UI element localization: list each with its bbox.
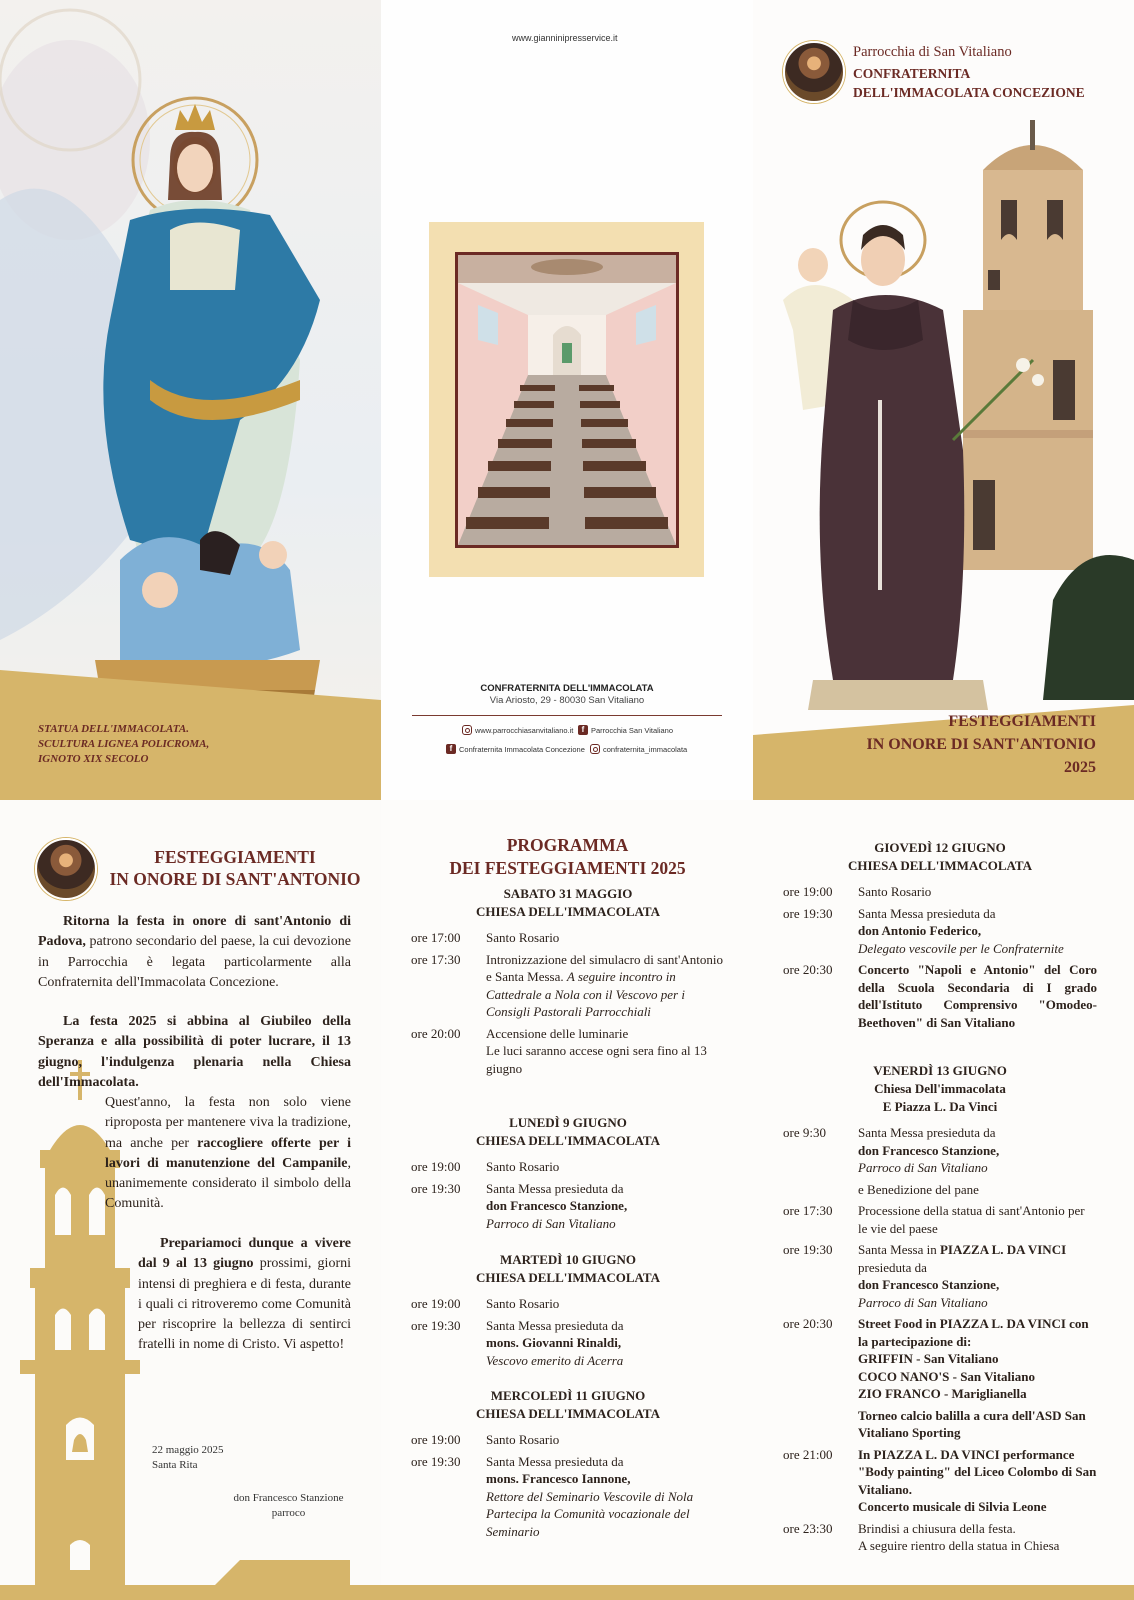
saint-text: Santa Rita — [152, 1459, 198, 1471]
event-desc: presieduta da — [858, 1259, 927, 1275]
event-row — [783, 1446, 1097, 1516]
parish-logo-small — [35, 838, 97, 900]
event-celebrant: don Antonio Federico, — [858, 923, 982, 938]
parish-name: Parrocchia di San Vitaliano — [853, 44, 1012, 60]
event-note: Parroco di San Vitaliano — [858, 1160, 988, 1175]
intro-paragraph-4 — [138, 1234, 351, 1356]
event-time: ore 19:00 — [411, 1159, 461, 1174]
footer-band — [753, 1585, 1134, 1600]
vendor: ZIO FRANCO - Mariglianella — [858, 1386, 1027, 1401]
event-desc: Santo Rosario — [486, 1296, 560, 1311]
event-desc: Santa Messa presieduta da — [486, 1317, 624, 1333]
signature — [225, 1491, 352, 1521]
event-desc: Accensione delle luminarie — [486, 1025, 629, 1041]
confraternity-title-line: CONFRATERNITA — [853, 66, 971, 81]
statue-caption-line: IGNOTO XIX SECOLO — [38, 753, 149, 765]
event-note: Parroco di San Vitaliano — [858, 1294, 988, 1310]
day-place: CHIESA DELL'IMMACOLATA — [475, 1133, 661, 1148]
event-row — [411, 951, 725, 1021]
vendor: COCO NANO'S - San Vitaliano — [858, 1368, 1035, 1384]
date-text: 22 maggio 2025 — [152, 1444, 224, 1456]
event-time: ore 9:30 — [783, 1125, 826, 1140]
social-label: www.parrocchiasanvitaliano.it — [475, 725, 574, 735]
day-heading: MARTEDÌ 10 GIUGNO — [499, 1252, 637, 1267]
event-desc: Santo Rosario — [858, 884, 932, 899]
day-place: CHIESA DELL'IMMACOLATA — [475, 1270, 661, 1285]
parish-logo — [783, 41, 845, 103]
event-row — [411, 1158, 725, 1176]
day-place: CHIESA DELL'IMMACOLATA — [475, 1406, 661, 1421]
event-row — [783, 1202, 1097, 1237]
event-row — [411, 929, 725, 947]
social-label: confraternita_immacolata — [603, 744, 688, 754]
event-desc: Street Food in PIAZZA L. DA VINCI con la partecipazione di: — [858, 1316, 1089, 1349]
event-time: ore 20:00 — [411, 1025, 461, 1041]
footer-band — [381, 1585, 753, 1600]
program-title-line: DEI FESTEGGIAMENTI 2025 — [449, 858, 686, 878]
instagram-icon — [590, 744, 600, 754]
event-row — [783, 1124, 1097, 1177]
intro-title-line: IN ONORE DI SANT'ANTONIO — [109, 869, 361, 889]
event-row — [783, 1315, 1097, 1403]
event-time: ore 19:30 — [783, 905, 833, 921]
church-interior-drawing — [458, 255, 676, 545]
event-desc: Santa Messa presieduta da — [486, 1180, 624, 1196]
globe-icon — [462, 725, 472, 735]
day-heading: LUNEDÌ 9 GIUGNO — [509, 1115, 627, 1130]
event-row — [411, 1295, 725, 1313]
intro-text: prossimi, giorni intensi di preghiera e di festa, durante i quali ci ritroveremo come Comunità per riscoprire la bellezza di sentirci fratelli in nome di Cristo. Vi aspetto! — [138, 1256, 351, 1353]
panel-front-cover — [753, 0, 1134, 800]
social-label: Confraternita Immacolata Concezione — [459, 744, 585, 754]
intro-text: , unanimemente considerato il simbolo della Comunità. — [105, 1155, 351, 1212]
signer-name: don Francesco Stanzione — [233, 1492, 344, 1504]
intro-text: Quest'anno, la festa non solo viene riproposta per mantenere viva la tradizione, ma anche per — [105, 1095, 351, 1151]
event-note: Partecipa la Comunità vocazionale del Seminario — [486, 1506, 690, 1539]
event-time: ore 23:30 — [783, 1520, 833, 1536]
statue-caption — [38, 722, 209, 767]
intro-bold: Ritorna la festa in onore di sant'Antonio di Padova, — [38, 914, 351, 950]
event-row — [411, 1180, 725, 1233]
event-desc: In PIAZZA L. DA VINCI performance "Body painting" del Liceo Colombo di San Vitaliano. — [858, 1446, 1097, 1497]
confraternity-name: CONFRATERNITA DELL'IMMACOLATA — [480, 683, 654, 694]
event-time: ore 17:30 — [411, 951, 461, 967]
footer-band — [0, 1585, 381, 1600]
event-row — [783, 1181, 1097, 1199]
day-monday — [411, 1114, 725, 1232]
church-interior-image — [455, 252, 679, 548]
event-row — [411, 1431, 725, 1449]
day-place: CHIESA DELL'IMMACOLATA — [847, 858, 1033, 873]
day-heading: MERCOLEDÌ 11 GIUGNO — [490, 1388, 646, 1403]
intro-bold: Prepariamoci dunque a vivere dal 9 al 13 giugno — [138, 1236, 351, 1272]
intro-bold: raccogliere offerte per i lavori di manutenzione del Campanile — [105, 1135, 351, 1171]
event-time: ore 19:30 — [411, 1317, 461, 1333]
program-title — [430, 834, 705, 880]
day-wednesday — [411, 1387, 725, 1540]
event-desc: Concerto musicale di Silvia Leone — [858, 1499, 1047, 1514]
event-note: A seguire incontro in Cattedrale a Nola con il Vescovo per i Consigli Pastorali Parrocchiali — [486, 969, 685, 1019]
event-row — [783, 961, 1097, 1031]
event-time: ore 19:30 — [411, 1180, 461, 1196]
letter-date — [152, 1443, 224, 1473]
facebook-icon: f — [578, 725, 588, 735]
day-tuesday — [411, 1251, 725, 1369]
intro-title — [100, 846, 370, 890]
social-instagram-confraternity[interactable] — [590, 744, 687, 754]
fest-title-line: IN ONORE DI SANT'ANTONIO — [866, 736, 1096, 753]
event-celebrant: don Francesco Stanzione, — [858, 1142, 1000, 1158]
day-thursday — [783, 839, 1097, 1031]
intro-text: patrono secondario del paese, la cui devozione in Parrocchia è legata particolarmente alla Confraternita dell'Immacolata Concezione. — [38, 934, 351, 990]
event-note: Rettore del Seminario Vescovile di Nola — [486, 1488, 694, 1504]
event-desc: Torneo calcio balilla a cura dell'ASD San Vitaliano Sporting — [858, 1407, 1086, 1440]
program-title-line: PROGRAMMA — [506, 835, 629, 855]
day-friday — [783, 1062, 1097, 1555]
social-facebook-parish[interactable] — [578, 725, 673, 735]
event-desc: Processione della statua di sant'Antonio per le vie del paese — [858, 1203, 1085, 1236]
day-heading: GIOVEDÌ 12 GIUGNO — [874, 840, 1006, 855]
event-note: Le luci saranno accese ogni sera fino al 13 giugno — [486, 1043, 707, 1076]
day-place: CHIESA DELL'IMMACOLATA — [475, 904, 661, 919]
event-desc: Concerto "Napoli e Antonio" del Coro della Scuola Secondaria di I grado dell'Istituto Comprensivo "Omodeo-Beethoven" di San Vitaliano — [858, 962, 1097, 1030]
event-note: Delegato vescovile per le Confraternite — [858, 940, 1064, 956]
event-row — [411, 1025, 725, 1078]
panel-cover-immacolata — [0, 0, 381, 800]
confraternity-title — [853, 64, 1085, 102]
day-place: E Piazza L. Da Vinci — [882, 1099, 998, 1114]
event-row — [783, 1241, 1097, 1311]
day-place: Chiesa Dell'immacolata — [874, 1081, 1006, 1096]
event-note: Parroco di San Vitaliano — [486, 1215, 616, 1231]
event-time: ore 20:30 — [783, 962, 833, 977]
intro-title-line: FESTEGGIAMENTI — [154, 847, 316, 867]
event-time: ore 21:00 — [783, 1446, 833, 1462]
event-desc: A seguire rientro della statua in Chiesa — [858, 1538, 1060, 1553]
sant-antonio-statue-image — [753, 0, 1134, 800]
event-desc: Santo Rosario — [486, 930, 560, 945]
fest-title-line: 2025 — [1064, 759, 1096, 776]
event-desc: Santa Messa presieduta da — [486, 1453, 624, 1469]
event-desc: Santa Messa presieduta da — [858, 905, 996, 921]
facebook-icon: f — [446, 744, 456, 754]
event-celebrant: mons. Francesco Iannone, — [486, 1471, 631, 1486]
social-website-parish[interactable] — [462, 725, 573, 735]
social-label: Parrocchia San Vitaliano — [591, 725, 673, 735]
event-place: PIAZZA L. DA VINCI — [939, 1242, 1067, 1257]
event-time: ore 19:00 — [783, 884, 833, 899]
day-heading: VENERDÌ 13 GIUGNO — [873, 1063, 1007, 1078]
event-row — [411, 1453, 725, 1541]
vendor: GRIFFIN - San Vitaliano — [858, 1351, 999, 1366]
intro-paragraph-3 — [105, 1093, 351, 1215]
intro-paragraph-2: La festa 2025 si abbina al Giubileo della Speranza e alla possibilità di poter lucrare, il 13 giugno, l'indulgenza plenaria nella Chiesa dell'Immacolata. — [38, 1014, 351, 1090]
event-time: ore 19:30 — [783, 1242, 833, 1257]
event-desc: Santa Messa in — [858, 1242, 940, 1257]
intro-paragraph-1 — [38, 912, 351, 993]
fest-title — [866, 710, 1096, 779]
fest-title-line: FESTEGGIAMENTI — [948, 713, 1096, 730]
statue-caption-line: SCULTURA LIGNEA POLICROMA, — [38, 738, 210, 750]
event-note: Vescovo emerito di Acerra — [486, 1352, 624, 1368]
event-celebrant: don Francesco Stanzione, — [858, 1277, 1000, 1292]
event-time: ore 17:30 — [783, 1203, 833, 1218]
event-desc: Intronizzazione del simulacro di sant'Antonio e Santa Messa. — [486, 951, 723, 984]
event-time: ore 20:30 — [783, 1316, 833, 1331]
confraternity-title-line: DELL'IMMACOLATA CONCEZIONE — [853, 85, 1085, 100]
event-row — [411, 1317, 725, 1370]
printer-website[interactable]: www.gianninipresservice.it — [512, 33, 618, 43]
event-desc: Santo Rosario — [486, 1432, 560, 1447]
signer-role: parroco — [271, 1507, 306, 1519]
event-time: ore 17:00 — [411, 930, 461, 945]
event-time: ore 19:00 — [411, 1296, 461, 1311]
day-saturday — [411, 885, 725, 1077]
immacolata-statue-image — [0, 0, 381, 800]
event-desc: e Benedizione del pane — [858, 1181, 979, 1197]
confraternity-address: Via Ariosto, 29 - 80030 San Vitaliano — [489, 695, 645, 706]
event-desc: Santa Messa presieduta da — [858, 1125, 996, 1140]
event-desc: Santo Rosario — [486, 1159, 560, 1174]
event-celebrant: don Francesco Stanzione, — [486, 1198, 628, 1213]
event-celebrant: mons. Giovanni Rinaldi, — [486, 1335, 622, 1350]
event-time: ore 19:00 — [411, 1432, 461, 1447]
event-row — [783, 1520, 1097, 1555]
event-row — [783, 883, 1097, 901]
divider — [412, 715, 722, 716]
day-heading: SABATO 31 MAGGIO — [503, 886, 633, 901]
event-row — [783, 905, 1097, 958]
event-time: ore 19:30 — [411, 1453, 461, 1469]
event-row — [783, 1407, 1097, 1442]
event-desc: Brindisi a chiusura della festa. — [858, 1520, 1016, 1536]
statue-caption-line: STATUA DELL'IMMACOLATA. — [38, 723, 189, 735]
social-facebook-confraternity[interactable] — [446, 744, 585, 754]
